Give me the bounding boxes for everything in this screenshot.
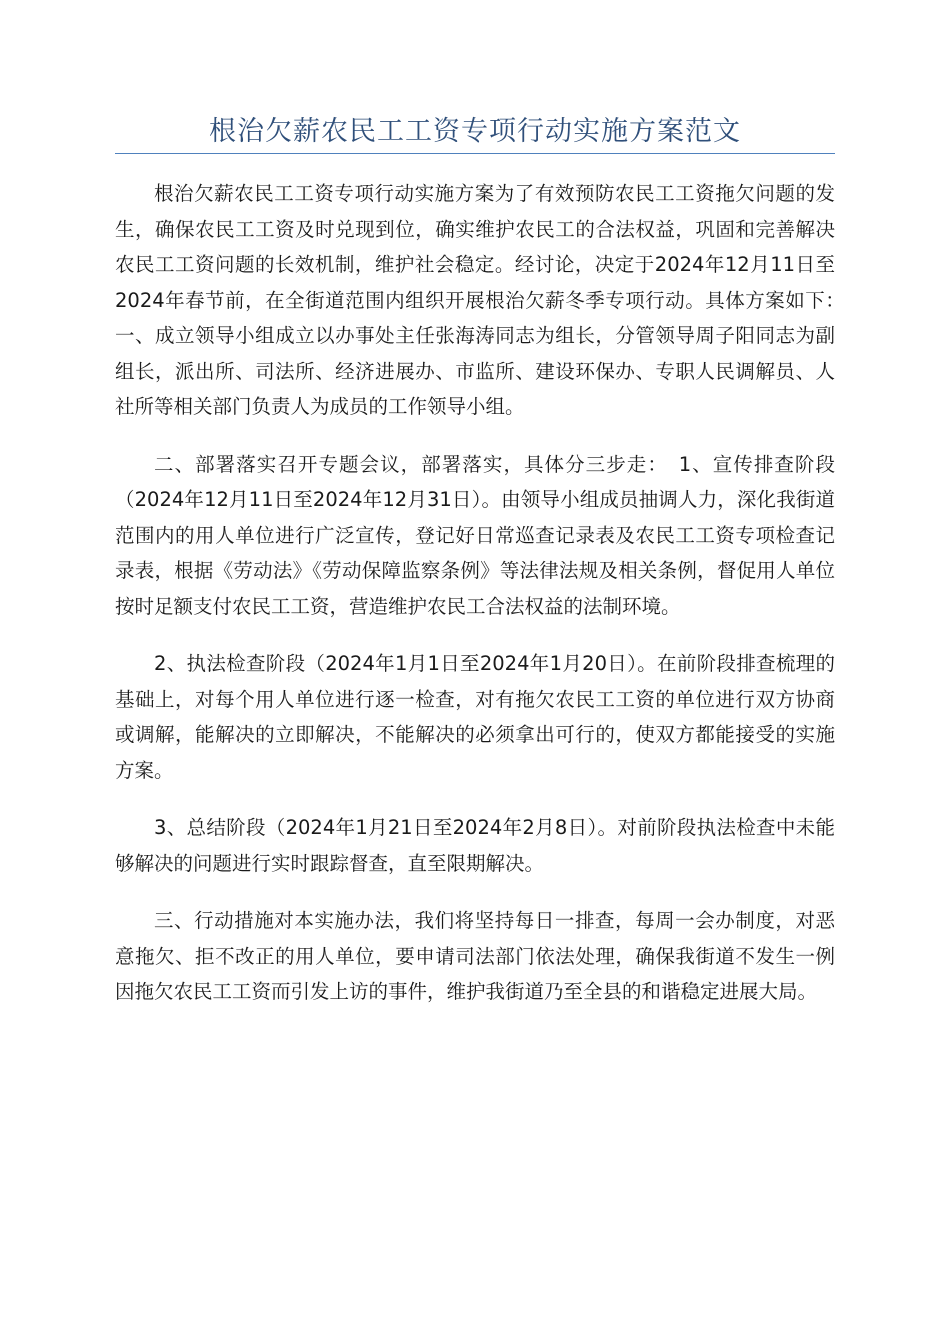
paragraph-3: 2、执法检查阶段（2024年1月1日至2024年1月20日）。在前阶段排查梳理的基础上，对每个用人单位进行逐一检查，对有拖欠农民工工资的单位进行双方协商或调解，能解决的立即解决，不能解决的必须拿出可行的，使双方都能接受的实施方案。 [115, 652, 835, 782]
document-body [115, 176, 855, 1032]
title-underline [115, 153, 835, 154]
paragraph-5: 三、行动措施对本实施办法，我们将坚持每日一排查，每周一会办制度，对恶意拖欠、拒不改正的用人单位，要申请司法部门依法处理，确保我街道不发生一例因拖欠农民工工资而引发上访的事件，维护我街道乃至全县的和谐稳定进展大局。 [115, 909, 835, 1003]
paragraph-1: 根治欠薪农民工工资专项行动实施方案为了有效预防农民工工资拖欠问题的发生，确保农民工工资及时兑现到位，确实维护农民工的合法权益，巩固和完善解决农民工工资问题的长效机制，维护社会稳定。经讨论，决定于2024年12月11日至2024年春节前，在全街道范围内组织开展根治欠薪冬季专项行动。具体方案如下： 一、成立领导小组成立以办事处主任张海涛同志为组长，分管领导周子阳同志为副组长，派出所、司法所、经济进展办、市监所、建设环保办、专职人民调解员、人社所等相关部门负责人为成员的工作领导小组。 [115, 182, 855, 418]
paragraph-2: 二、部署落实召开专题会议，部署落实，具体分三步走： 1、宣传排查阶段（2024年12月11日至2024年12月31日）。由领导小组成员抽调人力，深化我街道范围内的用人单位进行广泛宣传，登记好日常巡查记录表及农民工工资专项检查记录表，根据《劳动法》《劳动保障监察条例》等法律法规及相关条例，督促用人单位按时足额支付农民工工资，营造维护农民工合法权益的法制环境。 [115, 452, 835, 618]
document-title: 根治欠薪农民工工资专项行动实施方案范文 [209, 116, 741, 147]
paragraph-4: 3、总结阶段（2024年1月21日至2024年2月8日）。对前阶段执法检查中未能够解决的问题进行实时跟踪督查，直至限期解决。 [115, 816, 835, 875]
